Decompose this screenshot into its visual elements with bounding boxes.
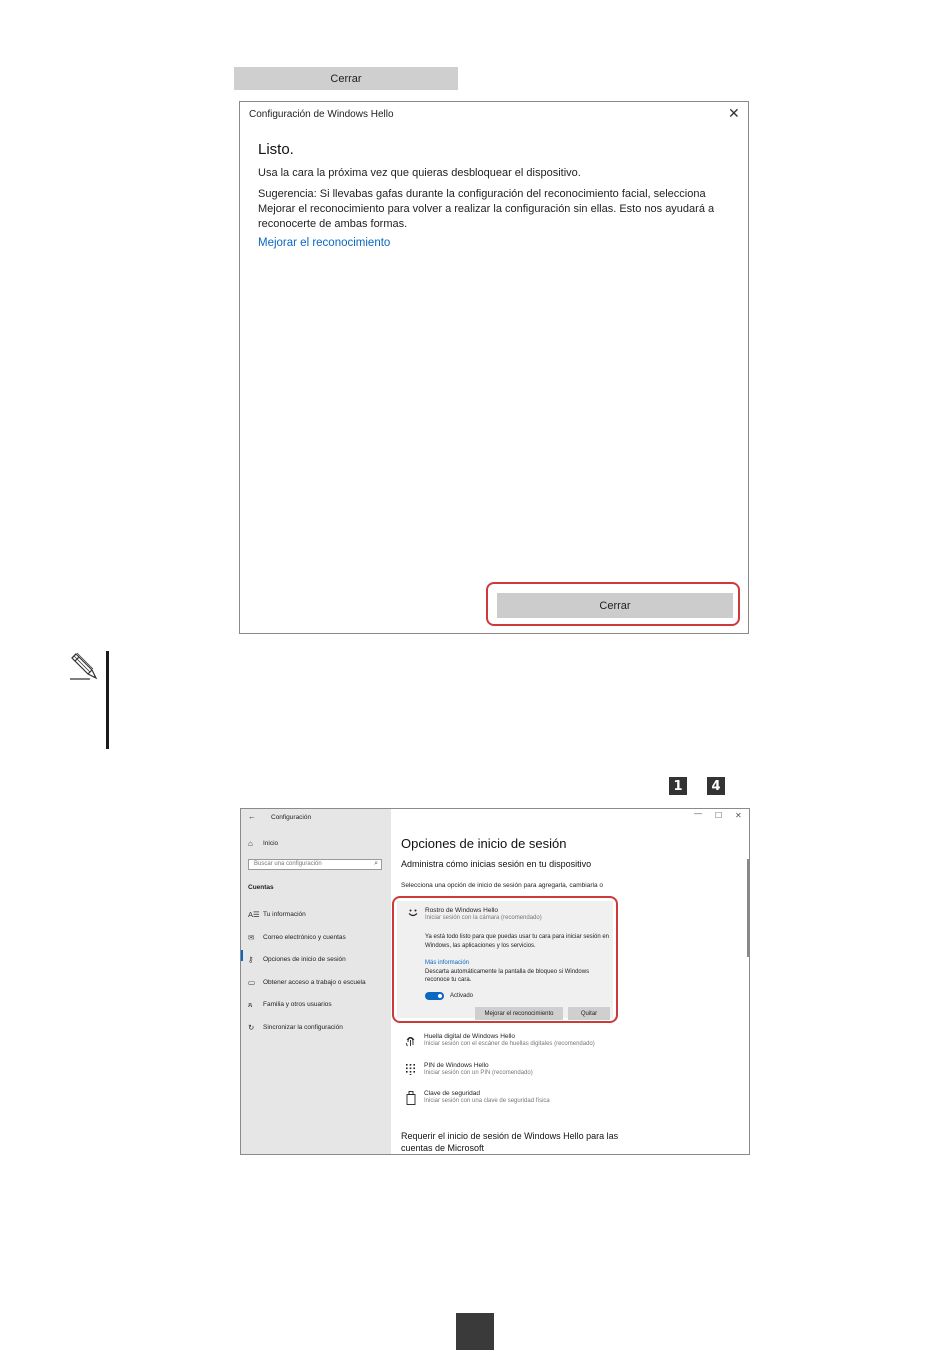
face-option-name: Rostro de Windows Hello — [425, 907, 498, 914]
pin-keypad-icon — [405, 1063, 416, 1078]
search-icon: ⌕ — [374, 860, 378, 867]
security-key-option-name[interactable]: Clave de seguridad — [424, 1090, 481, 1097]
face-ready-text: Ya está todo listo para que puedas usar tu cara para iniciar sesión en Windows, las aplicaciones y los servicios. — [425, 934, 610, 949]
fingerprint-icon — [405, 1035, 416, 1050]
sidebar-item-label: Tu información — [263, 911, 306, 918]
person-card-icon: A☰ — [248, 910, 260, 919]
minimize-icon[interactable]: — — [694, 809, 702, 818]
settings-sidebar — [241, 809, 391, 1155]
dialog-heading: Listo. — [258, 141, 294, 158]
sidebar-item-home[interactable]: Inicio — [263, 840, 279, 847]
sidebar-item-label: Opciones de inicio de sesión — [263, 956, 346, 963]
pin-option-desc: Iniciar sesión con un PIN (recomendado) — [424, 1070, 533, 1076]
windows-hello-dialog — [239, 101, 749, 634]
people-icon: ጸ — [248, 1000, 253, 1009]
close-icon[interactable]: ✕ — [735, 811, 742, 820]
note-pencil-icon — [68, 648, 102, 682]
require-hello-heading: Requerir el inicio de sesión de Windows Hello para las cuentas de Microsoft — [401, 1131, 619, 1153]
page-title: Opciones de inicio de sesión — [401, 836, 567, 851]
face-option-desc: Iniciar sesión con la cámara (recomendado) — [425, 915, 542, 921]
face-lock-desc: Descarta automáticamente la pantalla de bloqueo si Windows reconoce tu cara. — [425, 969, 590, 983]
search-input[interactable] — [248, 859, 382, 870]
pin-option-name[interactable]: PIN de Windows Hello — [424, 1062, 489, 1069]
top-close-button[interactable]: Cerrar — [234, 67, 458, 90]
dialog-tip: Sugerencia: Si llevabas gafas durante la configuración del reconocimiento facial, selecciona Mejorar el reconocimiento para volver a realizar la configuración sin ellas. Esto nos ayudará a reconocerte de ambas formas. — [258, 188, 715, 230]
security-key-option-desc: Iniciar sesión con una clave de seguridad física — [424, 1098, 550, 1104]
improve-recognition-button[interactable]: Mejorar el reconocimiento — [475, 1007, 563, 1020]
sidebar-item-label: Sincronizar la configuración — [263, 1024, 343, 1031]
fingerprint-option-desc: Iniciar sesión con el escáner de huellas digitales (recomendado) — [424, 1041, 595, 1047]
window-title: Configuración — [271, 814, 312, 821]
mail-icon: ✉ — [248, 933, 255, 942]
key-icon: ⚷ — [248, 955, 254, 964]
sync-icon: ↻ — [248, 1023, 255, 1032]
sidebar-item-label: Familia y otros usuarios — [263, 1001, 332, 1008]
usb-security-key-icon — [406, 1091, 416, 1108]
step-badge-1: 1 — [669, 777, 687, 795]
page-number-block — [456, 1313, 494, 1350]
fingerprint-option-name[interactable]: Huella digital de Windows Hello — [424, 1033, 516, 1040]
note-bar — [106, 651, 109, 749]
dialog-title: Configuración de Windows Hello — [249, 109, 394, 120]
sidebar-item-label: Obtener acceso a trabajo o escuela — [263, 979, 366, 986]
back-arrow-icon[interactable]: ← — [248, 812, 256, 821]
page-subtitle: Administra cómo inicias sesión en tu dispositivo — [401, 859, 592, 869]
search-placeholder: Buscar una configuración — [254, 861, 322, 867]
sidebar-section-title: Cuentas — [248, 884, 274, 891]
sidebar-item-label: Correo electrónico y cuentas — [263, 934, 346, 941]
choose-option-text: Selecciona una opción de inicio de sesión para agregarla, cambiarla o — [401, 882, 603, 889]
maximize-icon[interactable]: ☐ — [715, 811, 723, 820]
home-icon: ⌂ — [248, 839, 253, 848]
face-panel-highlight — [392, 896, 618, 1023]
step-badge-4: 4 — [707, 777, 725, 795]
active-indicator — [241, 950, 243, 961]
close-icon[interactable]: ✕ — [728, 105, 740, 121]
improve-recognition-link[interactable]: Mejorar el reconocimiento — [258, 237, 391, 249]
dialog-close-button[interactable]: Cerrar — [497, 593, 733, 618]
scrollbar[interactable] — [747, 859, 749, 957]
more-info-link[interactable]: Más información — [425, 960, 470, 966]
briefcase-icon: ▭ — [248, 978, 256, 987]
toggle-label: Activado — [450, 993, 474, 999]
dialog-message: Usa la cara la próxima vez que quieras desbloquear el dispositivo. — [258, 167, 581, 179]
remove-button[interactable]: Quitar — [568, 1007, 610, 1020]
settings-window — [240, 808, 750, 1155]
